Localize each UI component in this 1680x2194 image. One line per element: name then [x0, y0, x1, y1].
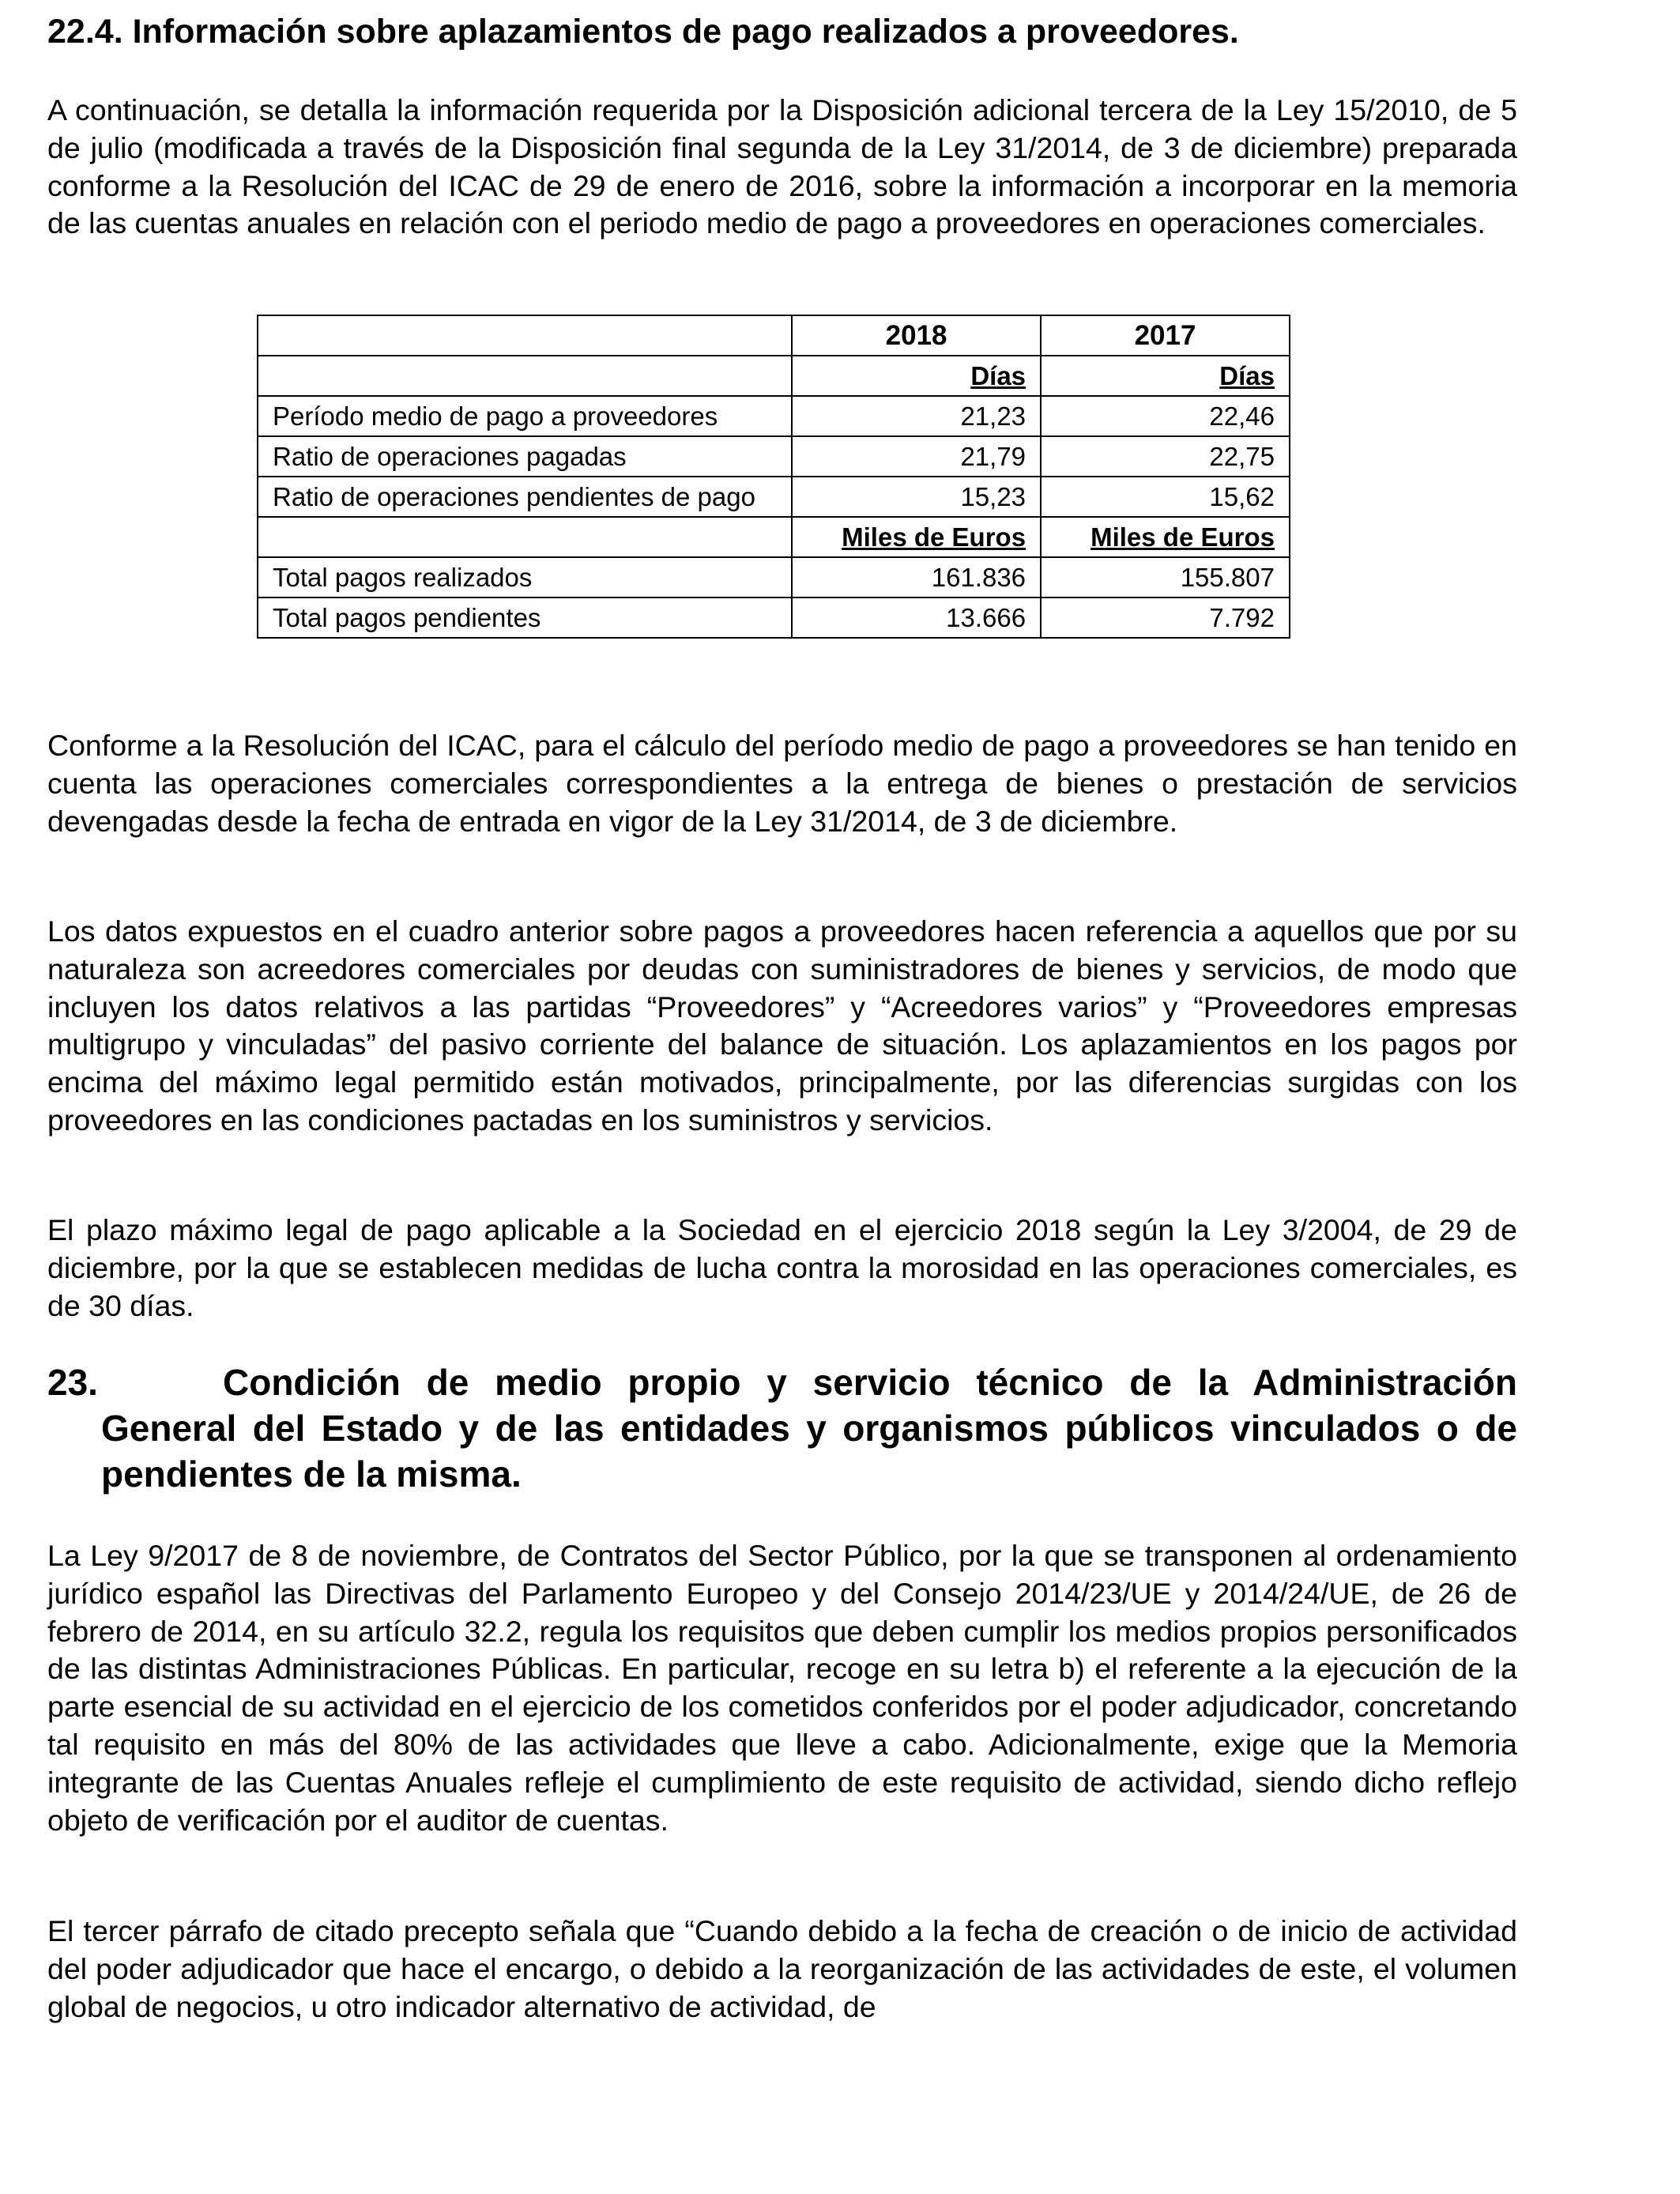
table-cell-empty [258, 315, 792, 356]
section-22-4-title: 22.4. Información sobre aplazamientos de pago realizados a proveedores. [47, 13, 1239, 51]
row-label: Total pagos pendientes [258, 598, 792, 638]
value-2017: 22,75 [1041, 436, 1290, 477]
table-row [258, 598, 1290, 638]
payment-periods-table [257, 315, 1290, 639]
unit-days-2017: Días [1041, 356, 1290, 396]
section-23-title-line1: Condición de medio propio y servicio técnico de la Administración [223, 1362, 1517, 1403]
unit-euros-2017: Miles de Euros [1041, 517, 1290, 557]
row-label: Ratio de operaciones pendientes de pago [258, 477, 792, 517]
value-2017: 155.807 [1041, 557, 1290, 598]
table-unit-row [258, 356, 1290, 396]
table-cell-empty [258, 517, 792, 557]
row-label: Total pagos realizados [258, 557, 792, 598]
paragraph-legal-deadline: El plazo máximo legal de pago aplicable a la Sociedad en el ejercicio 2018 según la Ley 3/2004, de 29 de diciembre, por la que se establecen medidas de lucha contra la morosidad en las operaciones comerciales, es de 30 días. [47, 1213, 1517, 1322]
table-header-row [258, 315, 1290, 356]
paragraph-ley-9-2017: La Ley 9/2017 de 8 de noviembre, de Contratos del Sector Público, por la que se transponen al ordenamiento jurídico español las Directivas del Parlamento Europeo y del Consejo 2014/23/UE y 2014/24/UE, de 26 de febrero de 2014, en su artículo 32.2, regula los requisitos que deben cumplir los medios propios personificados de las distintas Administraciones Públicas. En particular, recoge en su letra b) el referente a la ejecución de la parte esencial de su actividad en el ejercicio de los cometidos conferidos por el poder adjudicador, concretando tal requisito en más del 80% de las actividades que lleve a cabo. Adicionalmente, exige que la Memoria integrante de las Cuentas Anuales refleje el cumplimiento de este requisito de actividad, siendo dicho reflejo objeto de verificación por el auditor de cuentas. [47, 1539, 1517, 1837]
value-2017: 15,62 [1041, 477, 1290, 517]
value-2018: 21,79 [792, 436, 1041, 477]
section-23-number: 23. [47, 1362, 98, 1403]
value-2018: 161.836 [792, 557, 1041, 598]
value-2018: 21,23 [792, 396, 1041, 436]
section-23-title-rest: General del Estado y de las entidades y organismos públicos vinculados o de pendientes de la misma. [101, 1408, 1517, 1495]
value-2018: 15,23 [792, 477, 1041, 517]
value-2017: 22,46 [1041, 396, 1290, 436]
table-row [258, 557, 1290, 598]
table-cell-empty [258, 356, 792, 396]
year-header-2018: 2018 [792, 315, 1041, 356]
unit-days-2018: Días [792, 356, 1041, 396]
year-header-2017: 2017 [1041, 315, 1290, 356]
unit-euros-2018: Miles de Euros [792, 517, 1041, 557]
row-label: Período medio de pago a proveedores [258, 396, 792, 436]
table-row [258, 436, 1290, 477]
paragraph-tercer-parrafo: El tercer párrafo de citado precepto señala que “Cuando debido a la fecha de creación o de inicio de actividad del poder adjudicador que hace el encargo, o debido a la reorganización de las actividades de este, el volumen global de negocios, u otro indicador alternativo de actividad, de [47, 1914, 1517, 2023]
value-2017: 7.792 [1041, 598, 1290, 638]
section-22-4-intro: A continuación, se detalla la información requerida por la Disposición adicional tercera de la Ley 15/2010, de 5 de julio (modificada a través de la Disposición final segunda de la Ley 31/2014, de 3 de diciembre) preparada conforme a la Resolución del ICAC de 29 de enero de 2016, sobre la información a incorporar en la memoria de las cuentas anuales en relación con el periodo medio de pago a proveedores en operaciones comerciales. [47, 93, 1517, 240]
table-row [258, 396, 1290, 436]
table-unit-row [258, 517, 1290, 557]
table-row [258, 477, 1290, 517]
paragraph-supplier-data: Los datos expuestos en el cuadro anterior sobre pagos a proveedores hacen referencia a aquellos que por su naturaleza son acreedores comerciales por deudas con suministradores de bienes y servicios, de modo que incluyen los datos relativos a las partidas “Proveedores” y “Acreedores varios” y “Proveedores empresas multigrupo y vinculadas” del pasivo corriente del balance de situación. Los aplazamientos en los pagos por encima del máximo legal permitido están motivados, principalmente, por las diferencias surgidas con los proveedores en las condiciones pactadas en los suministros y servicios. [47, 914, 1517, 1137]
paragraph-icac-resolution: Conforme a la Resolución del ICAC, para el cálculo del período medio de pago a proveedores se han tenido en cuenta las operaciones comerciales correspondientes a la entrega de bienes o prestación de servicios devengadas desde la fecha de entrada en vigor de la Ley 31/2014, de 3 de diciembre. [47, 729, 1517, 838]
row-label: Ratio de operaciones pagadas [258, 436, 792, 477]
value-2018: 13.666 [792, 598, 1041, 638]
